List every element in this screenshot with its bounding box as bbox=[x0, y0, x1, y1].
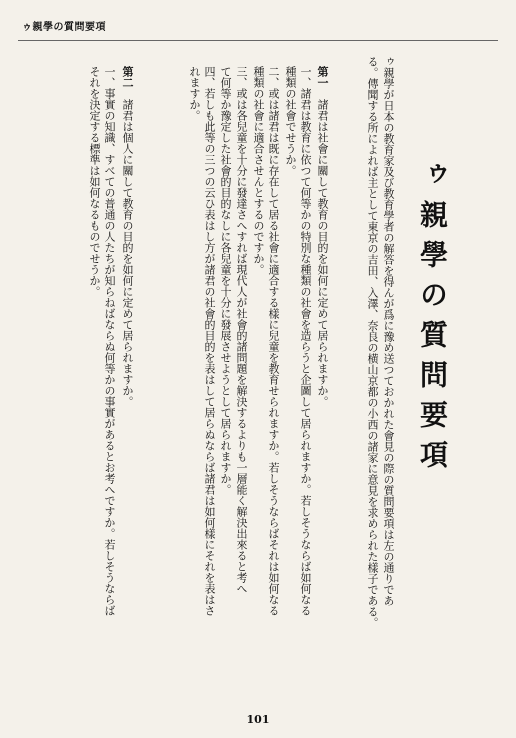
question-1-text: 諸君は社會に關して教育の目的を如何に定めて居られますか。 bbox=[316, 99, 329, 407]
q1-item-4-line-1: 四、若しも此等の三つの云ひ表はし方が諸君の社會的目的を表はして居らぬならば諸君は如何樣にそれを表はさ bbox=[203, 66, 216, 616]
q2-item-1-line-2: それを決定する標準は如何なるものでせうか。 bbox=[88, 66, 101, 297]
chapter-title: ゥ親學の質問要項 bbox=[416, 160, 449, 480]
q1-item-2-line-2: 種類の社會に適合させんとするのですか。 bbox=[252, 66, 265, 275]
q1-item-1-line-1: 一、諸君は教育に依つて何等かの特別な種類の社會を造らうと企圖して居られますか。若しそうならば如何なる bbox=[299, 66, 312, 616]
question-1-label: 第一 bbox=[316, 66, 329, 88]
running-header: ゥ親學の質問要項 bbox=[22, 22, 106, 33]
question-2-label: 第二 bbox=[121, 66, 134, 88]
question-2-text: 諸君は個人に關して教育の目的を如何に定めて居られますか。 bbox=[121, 99, 134, 407]
q1-item-2-line-1: 二、或は諸君は既に存在して居る社會に適合する樣に兒童を教育せられますか。若しそうならばそれは如何なる bbox=[267, 66, 280, 616]
question-1-heading bbox=[314, 66, 330, 407]
q1-item-4-line-2: れますか。 bbox=[188, 66, 201, 121]
q1-item-1-line-2: 種類の社會でせうか。 bbox=[284, 66, 297, 176]
page-number: 101 bbox=[246, 713, 270, 726]
intro-line-2: る。傳聞する所によれば主として東京の吉田、入澤、奈良の横山京都の小西の諸家に意見を求められた樣子である。 bbox=[366, 56, 379, 628]
q1-item-3-line-2: て何等か豫定した社會的目的なしに各兒童を十分に發展させようとして居られますか。 bbox=[219, 66, 232, 495]
q2-item-1-line-1: 一、事實の知識、すべての普通の人たちが知らねばならぬ何等かの事實があるとお考へですか。若しそうならば bbox=[103, 66, 116, 616]
intro-line-1: ゥ親學が日本の教育家及び教育學者の解答を得んが爲に豫め送つておかれた會見の際の質問要項は左の通りであ bbox=[382, 56, 395, 606]
q1-item-3-line-1: 三、或は各兒童を十分に發達さへすれば現代人が社會的諸問題を解決するよりも一層能く解決出來ると考へ bbox=[235, 66, 248, 594]
question-2-heading bbox=[119, 66, 135, 407]
header-divider bbox=[18, 40, 498, 41]
